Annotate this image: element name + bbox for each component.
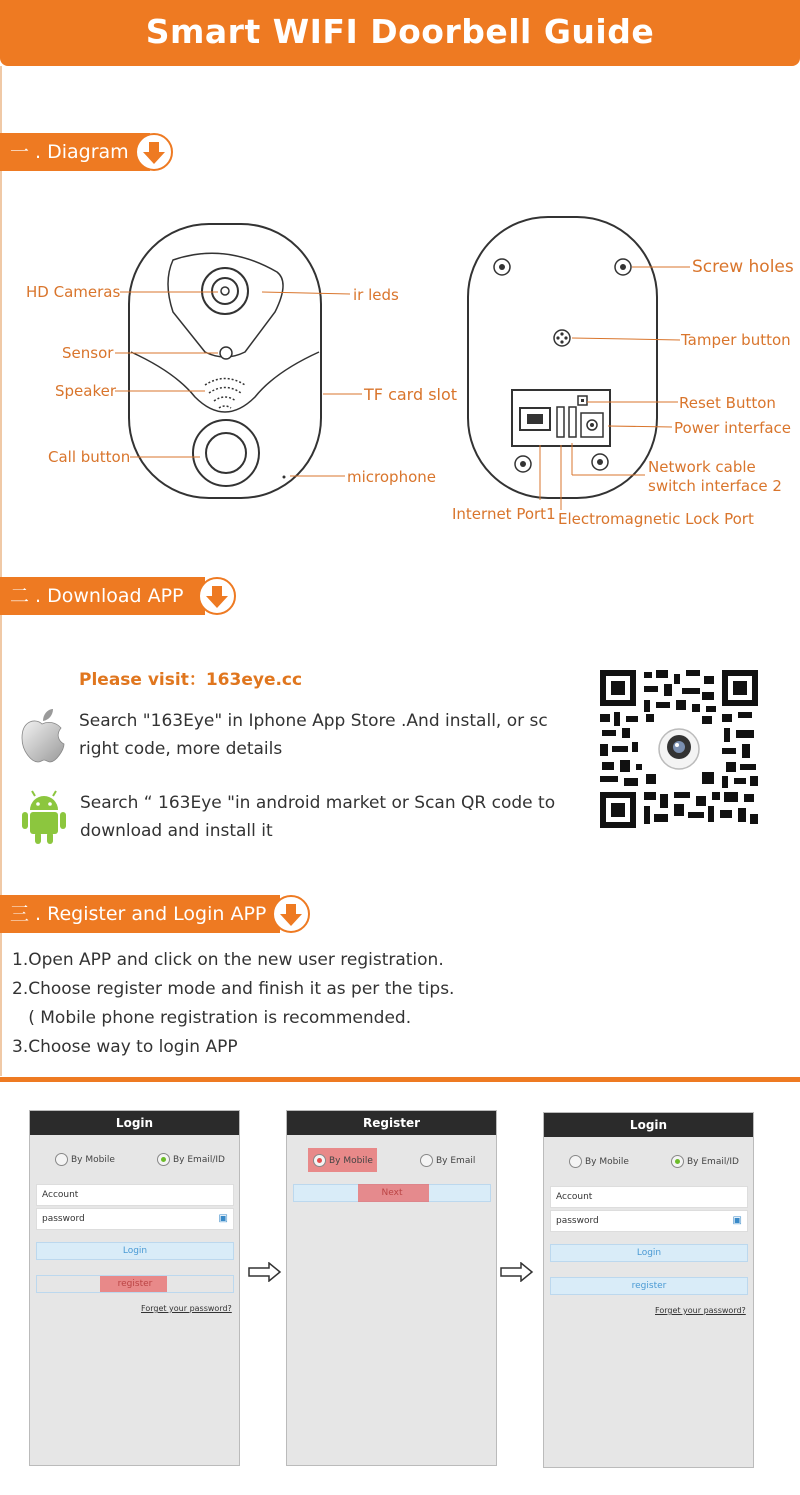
register-button[interactable]: register [36,1275,234,1293]
radio-label: By Email/ID [687,1156,739,1167]
section-diagram-title: 一 . Diagram [10,141,129,163]
arrow-right-icon [248,1262,282,1282]
step-2: 2.Choose register mode and finish it as per the tips. [12,979,455,999]
label-switch-interface: switch interface 2 [648,477,782,495]
label-tf-card-slot: TF card slot [364,385,458,404]
radio-by-mobile[interactable] [55,1153,115,1166]
password-field[interactable] [36,1208,234,1230]
register-button[interactable]: register [550,1277,748,1295]
section-register-header [0,895,280,933]
lock-icon: ▣ [732,1215,742,1226]
lock-icon: ▣ [218,1213,228,1224]
forgot-password-link[interactable]: Forget your password? [655,1306,746,1315]
ios-line-2: right code, more details [79,739,283,759]
password-placeholder: password [556,1216,599,1226]
password-field[interactable] [550,1210,748,1232]
password-placeholder: password [42,1214,85,1224]
label-reset-button: Reset Button [679,394,776,412]
radio-by-email[interactable] [420,1154,475,1167]
radio-off-icon [420,1154,433,1167]
login-screen-2 [543,1112,754,1468]
register-header: Register [287,1111,496,1135]
apple-icon [18,706,66,764]
label-power-interface: Power interface [674,419,792,437]
radio-on-icon [671,1155,684,1168]
section-diagram-header [0,133,150,171]
label-screw-holes: Screw holes [692,257,794,277]
label-speaker: Speaker [55,382,117,400]
next-button[interactable]: Next [381,1188,403,1198]
label-internet-port: Internet Port1 [452,505,556,523]
label-tamper-button: Tamper button [681,331,791,349]
login-screen-1 [29,1110,240,1466]
visit-label: Please visit： [79,670,206,690]
down-arrow-icon [272,895,310,933]
arrow-right-icon [500,1262,534,1282]
page-title: Smart WIFI Doorbell Guide [145,12,655,51]
radio-off-icon [569,1155,582,1168]
section-download-title: 二 . Download APP [10,585,184,607]
account-field[interactable]: Account [36,1184,234,1206]
radio-label: By Email/ID [173,1154,225,1165]
step-1: 1.Open APP and click on the new user registration. [12,950,444,970]
step-2-note: ( Mobile phone registration is recommended. [12,1008,412,1028]
section-register-title: 三 . Register and Login APP [10,903,267,925]
login-button[interactable]: Login [36,1242,234,1260]
android-icon [20,788,68,846]
visit-line [79,665,302,690]
radio-label: By Mobile [329,1155,373,1166]
label-lock-port: Electromagnetic Lock Port [558,510,754,528]
login-header: Login [30,1111,239,1135]
label-hd-cameras: HD Cameras [26,283,121,301]
down-arrow-icon [135,133,173,171]
ios-line-1: Search "163Eye" in Iphone App Store .And install, or sc [79,711,548,731]
down-arrow-icon [198,577,236,615]
radio-label: By Mobile [71,1154,115,1165]
radio-by-email[interactable] [157,1153,225,1166]
label-microphone: microphone [347,468,436,486]
login-button[interactable]: Login [550,1244,748,1262]
radio-on-icon [313,1154,326,1167]
label-sensor: Sensor [62,344,114,362]
radio-label: By Email [436,1155,476,1166]
forgot-password-link[interactable]: Forget your password? [141,1304,232,1313]
radio-on-icon [157,1153,170,1166]
label-call-button: Call button [48,448,131,466]
steps-list [12,946,454,1062]
android-instruction [80,789,565,845]
visit-url[interactable]: 163eye.cc [205,670,303,690]
android-line-2: download and install it [80,821,273,841]
android-line-1: Search “ 163Eye "in android market or Scan QR code to [80,793,556,813]
section-download-header [0,577,205,615]
radio-off-icon [55,1153,68,1166]
qr-code[interactable] [598,668,760,830]
radio-by-mobile[interactable] [569,1155,629,1168]
radio-label: By Mobile [585,1156,629,1167]
radio-by-mobile[interactable] [313,1154,373,1167]
account-field[interactable]: Account [550,1186,748,1208]
label-ir-leds: ir leds [353,286,399,304]
divider [0,1077,800,1082]
login-header: Login [544,1113,753,1137]
ios-instruction [79,707,549,763]
radio-by-email[interactable] [671,1155,739,1168]
register-screen [286,1110,497,1466]
label-network-cable: Network cable [648,458,756,476]
step-3: 3.Choose way to login APP [12,1037,238,1057]
